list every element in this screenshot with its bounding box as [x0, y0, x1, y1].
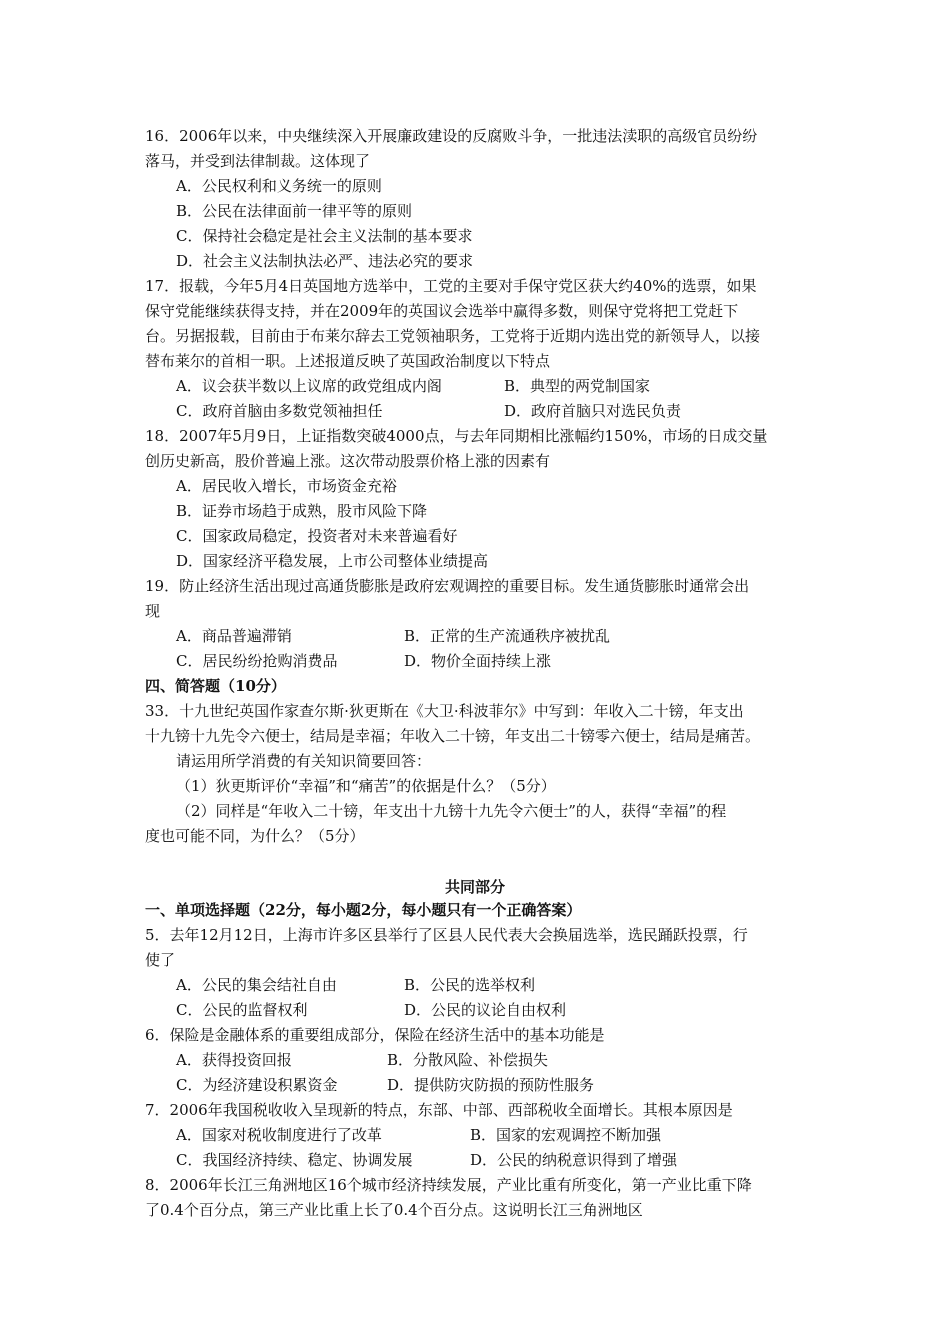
question-33-stem: 33．十九世纪英国作家查尔斯·狄更斯在《大卫·科波菲尔》中写到：年收入二十镑，年支出 — [145, 702, 744, 720]
section-heading-single-choice: 一、单项选择题（22分，每小题2分，每小题只有一个正确答案） — [145, 901, 582, 919]
question-17-option-c: C．政府首脑由多数党领袖担任 — [176, 402, 383, 420]
question-16-option-a: A．公民权利和义务统一的原则 — [176, 177, 382, 195]
question-16-stem-cont: 落马，并受到法律制裁。这体现了 — [145, 152, 371, 170]
question-16-stem: 16．2006年以来，中央继续深入开展廉政建设的反腐败斗争，一批违法渎职的高级官员纷纷 — [145, 127, 758, 145]
question-5-option-d: D．公民的议论自由权利 — [404, 1001, 567, 1019]
question-18-option-b: B．证券市场趋于成熟，股市风险下降 — [176, 502, 428, 520]
question-33-part-2-cont: 度也可能不同，为什么？（5分） — [145, 827, 365, 845]
question-7-option-d: D．公民的纳税意识得到了增强 — [470, 1151, 678, 1169]
question-7-option-b: B．国家的宏观调控不断加强 — [470, 1126, 662, 1144]
common-part-title: 共同部分 — [444, 878, 505, 896]
question-18-stem-cont: 创历史新高，股价普遍上涨。这次带动股票价格上涨的因素有 — [145, 452, 551, 470]
question-17-option-a: A．议会获半数以上议席的政党组成内阁 — [176, 377, 442, 395]
question-19-option-c: C．居民纷纷抢购消费品 — [176, 652, 338, 670]
question-5-option-a: A．公民的集会结社自由 — [176, 976, 337, 994]
question-7-option-c: C．我国经济持续、稳定、协调发展 — [176, 1151, 413, 1169]
question-16-option-d: D．社会主义法制执法必严、违法必究的要求 — [176, 252, 474, 270]
question-18-option-c: C．国家政局稳定，投资者对未来普遍看好 — [176, 527, 458, 545]
question-19-stem: 19．防止经济生活出现过高通货膨胀是政府宏观调控的重要目标。发生通货膨胀时通常会出 — [145, 577, 750, 595]
question-19-stem-cont: 现 — [145, 602, 161, 620]
question-7-option-a: A．国家对税收制度进行了改革 — [176, 1126, 382, 1144]
question-6-option-b: B．分散风险、补偿损失 — [387, 1051, 549, 1069]
question-17-stem-cont: 保守党能继续获得支持，并在2009年的英国议会选举中赢得多数，则保守党将把工党赶下 — [145, 302, 739, 320]
question-5-option-c: C．公民的监督权利 — [176, 1001, 308, 1019]
question-33-instruction: 请运用所学消费的有关知识简要回答： — [176, 752, 432, 770]
question-17-option-b: B．典型的两党制国家 — [504, 377, 651, 395]
question-5-stem: 5．去年12月12日，上海市许多区县举行了区县人民代表大会换届选举，选民踊跃投票，行 — [145, 926, 748, 944]
question-19-option-a: A．商品普遍滞销 — [176, 627, 292, 645]
question-16-option-c: C．保持社会稳定是社会主义法制的基本要求 — [176, 227, 473, 245]
question-5-stem-cont: 使了 — [145, 951, 176, 969]
question-5-option-b: B．公民的选举权利 — [404, 976, 536, 994]
question-17-stem-cont: 台。另据报载，目前由于布莱尔辞去工党领袖职务，工党将于近期内选出党的新领导人，以接 — [145, 327, 761, 345]
question-33-stem-cont: 十九镑十九先令六便士，结局是幸福；年收入二十镑，年支出二十镑零六便士，结局是痛苦。 — [145, 727, 761, 745]
question-33-part-1: （1）狄更斯评价“幸福”和“痛苦”的依据是什么？（5分） — [176, 777, 556, 795]
question-33-part-2: （2）同样是“年收入二十镑，年支出十九镑十九先令六便士”的人，获得“幸福”的程 — [176, 802, 727, 820]
question-6-option-c: C．为经济建设积累资金 — [176, 1076, 338, 1094]
question-17-stem-cont: 替布莱尔的首相一职。上述报道反映了英国政治制度以下特点 — [145, 352, 551, 370]
question-17-stem: 17．报载，今年5月4日英国地方选举中，工党的主要对手保守党区获大约40%的选票，如果 — [145, 277, 757, 295]
question-16-option-b: B．公民在法律面前一律平等的原则 — [176, 202, 413, 220]
question-6-option-a: A．获得投资回报 — [176, 1051, 292, 1069]
question-19-option-d: D．物价全面持续上涨 — [404, 652, 552, 670]
question-18-option-d: D．国家经济平稳发展，上市公司整体业绩提高 — [176, 552, 489, 570]
question-7-stem: 7．2006年我国税收收入呈现新的特点，东部、中部、西部税收全面增长。其根本原因是 — [145, 1101, 733, 1119]
question-6-stem: 6．保险是金融体系的重要组成部分，保险在经济生活中的基本功能是 — [145, 1026, 605, 1044]
question-8-stem: 8．2006年长江三角洲地区16个城市经济持续发展，产业比重有所变化，第一产业比重下降 — [145, 1176, 752, 1194]
section-heading-short-answer: 四、简答题（10分） — [145, 677, 286, 695]
question-19-option-b: B．正常的生产流通秩序被扰乱 — [404, 627, 611, 645]
question-8-stem-cont: 了0.4个百分点，第三产业比重上长了0.4个百分点。这说明长江三角洲地区 — [145, 1201, 643, 1219]
question-6-option-d: D．提供防灾防损的预防性服务 — [387, 1076, 595, 1094]
question-17-option-d: D．政府首脑只对选民负责 — [504, 402, 682, 420]
question-18-stem: 18．2007年5月9日，上证指数突破4000点，与去年同期相比涨幅约150%，市场的日成交量 — [145, 427, 768, 445]
question-18-option-a: A．居民收入增长，市场资金充裕 — [176, 477, 397, 495]
